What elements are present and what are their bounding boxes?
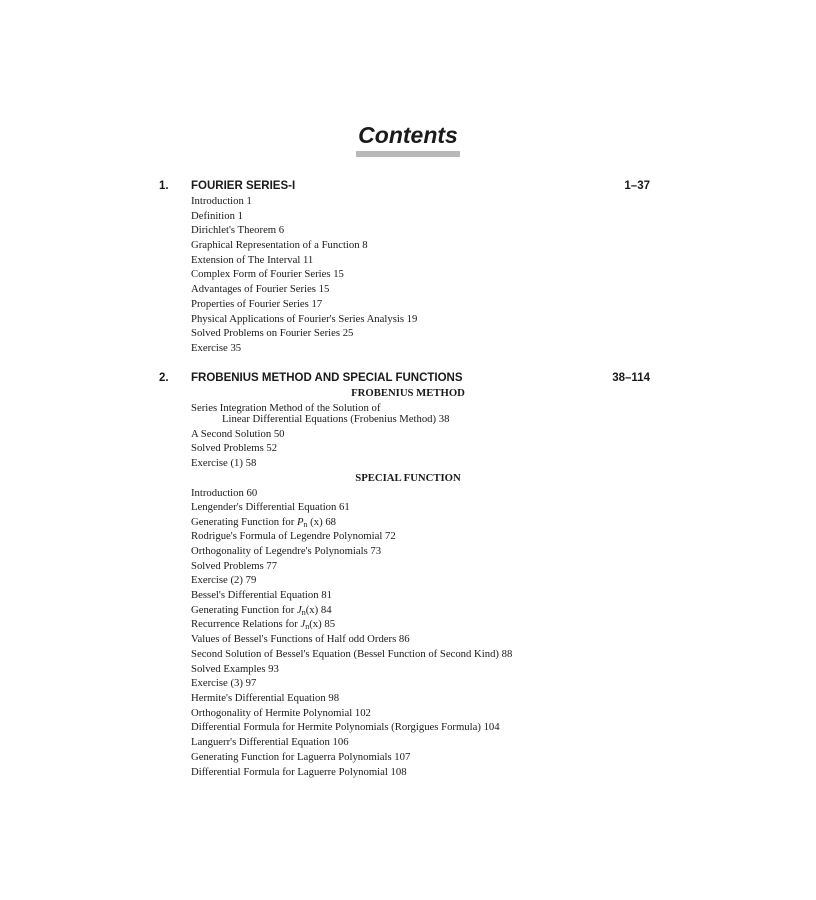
chapter-2-heading[interactable] xyxy=(0,372,816,388)
chapter-number: 1. xyxy=(159,180,169,192)
math-variable: J xyxy=(296,604,302,616)
title-underline-bar xyxy=(356,151,460,157)
toc-entry[interactable]: Orthogonality of Hermite Polynomial 102 xyxy=(191,707,371,719)
toc-entry[interactable]: A Second Solution 50 xyxy=(191,428,285,440)
toc-entry[interactable]: Orthogonality of Legendre's Polynomials 73 xyxy=(191,545,382,557)
section-subheading-frobenius: FROBENIUS METHOD xyxy=(351,387,465,399)
page-number: 84 xyxy=(318,604,332,616)
page-title: Contents xyxy=(358,122,458,148)
math-subscript: n xyxy=(301,608,306,617)
math-subscript: n xyxy=(305,622,310,631)
toc-entry[interactable]: Introduction 60 xyxy=(191,487,258,499)
toc-entry[interactable]: Values of Bessel's Functions of Half odd Orders 86 xyxy=(191,633,410,645)
toc-entry[interactable]: Rodrigue's Formula of Legendre Polynomial 72 xyxy=(191,530,396,542)
toc-entry[interactable]: Physical Applications of Fourier's Series Analysis 19 xyxy=(191,313,418,325)
toc-entry-generating-pn[interactable] xyxy=(191,516,336,529)
toc-entry[interactable]: Bessel's Differential Equation 81 xyxy=(191,589,332,601)
toc-entry[interactable]: Differential Formula for Laguerre Polynomial 108 xyxy=(191,766,407,778)
page-number: 68 xyxy=(322,516,336,528)
math-argument: (x) xyxy=(307,516,323,528)
page-number: 85 xyxy=(321,618,336,630)
toc-entry[interactable]: Exercise (2) 79 xyxy=(191,574,257,586)
math-argument: (x) xyxy=(305,604,319,616)
toc-entry[interactable]: Exercise (1) 58 xyxy=(191,457,257,469)
toc-entry[interactable]: Introduction 1 xyxy=(191,195,252,207)
entry-text: Generating Function for xyxy=(191,516,297,528)
toc-entry[interactable]: Advantages of Fourier Series 15 xyxy=(191,283,330,295)
toc-entry-continuation[interactable]: Linear Differential Equations (Frobenius Method) 38 xyxy=(222,413,450,425)
toc-entry[interactable]: Properties of Fourier Series 17 xyxy=(191,298,323,310)
entry-text: Recurrence Relations for xyxy=(191,618,301,630)
chapter-title: FOURIER SERIES-I xyxy=(191,180,296,192)
chapter-1-heading[interactable] xyxy=(0,180,816,196)
toc-entry-recurrence-jn[interactable] xyxy=(191,618,335,631)
toc-entry[interactable]: Lengender's Differential Equation 61 xyxy=(191,501,350,513)
toc-entry[interactable]: Second Solution of Bessel's Equation (Bessel Function of Second Kind) 88 xyxy=(191,648,513,660)
toc-entry[interactable]: Complex Form of Fourier Series 15 xyxy=(191,268,344,280)
chapter-title: FROBENIUS METHOD AND SPECIAL FUNCTIONS xyxy=(191,372,463,384)
entry-text: Generating Function for xyxy=(191,604,297,616)
math-argument: (x) xyxy=(309,618,322,630)
toc-entry[interactable]: Exercise 35 xyxy=(191,342,242,354)
toc-entry[interactable]: Differential Formula for Hermite Polynomials (Rorgigues Formula) 104 xyxy=(191,721,500,733)
toc-entry[interactable]: Solved Problems on Fourier Series 25 xyxy=(191,327,354,339)
toc-entry[interactable]: Exercise (3) 97 xyxy=(191,677,257,689)
toc-entry[interactable]: Dirichlet's Theorem 6 xyxy=(191,224,285,236)
section-subheading-special-function: SPECIAL FUNCTION xyxy=(355,472,461,484)
math-subscript: n xyxy=(303,520,308,529)
chapter-page-range: 38–114 xyxy=(612,372,650,384)
math-variable: P xyxy=(296,516,304,528)
toc-entry[interactable]: Languerr's Differential Equation 106 xyxy=(191,736,349,748)
chapter-page-range: 1–37 xyxy=(624,180,650,192)
toc-entry-generating-jn[interactable] xyxy=(191,604,332,617)
toc-entry[interactable]: Series Integration Method of the Solution of xyxy=(191,402,381,414)
math-variable: J xyxy=(300,618,306,630)
toc-entry[interactable]: Hermite's Differential Equation 98 xyxy=(191,692,340,704)
toc-entry[interactable]: Solved Problems 52 xyxy=(191,442,278,454)
toc-entry[interactable]: Generating Function for Laguerra Polynomials 107 xyxy=(191,751,411,763)
chapter-number: 2. xyxy=(159,372,169,384)
toc-entry[interactable]: Solved Examples 93 xyxy=(191,663,279,675)
toc-entry[interactable]: Graphical Representation of a Function 8 xyxy=(191,239,368,251)
toc-entry[interactable]: Extension of The Interval 11 xyxy=(191,254,314,266)
toc-entry[interactable]: Solved Problems 77 xyxy=(191,560,278,572)
toc-entry[interactable]: Definition 1 xyxy=(191,210,243,222)
